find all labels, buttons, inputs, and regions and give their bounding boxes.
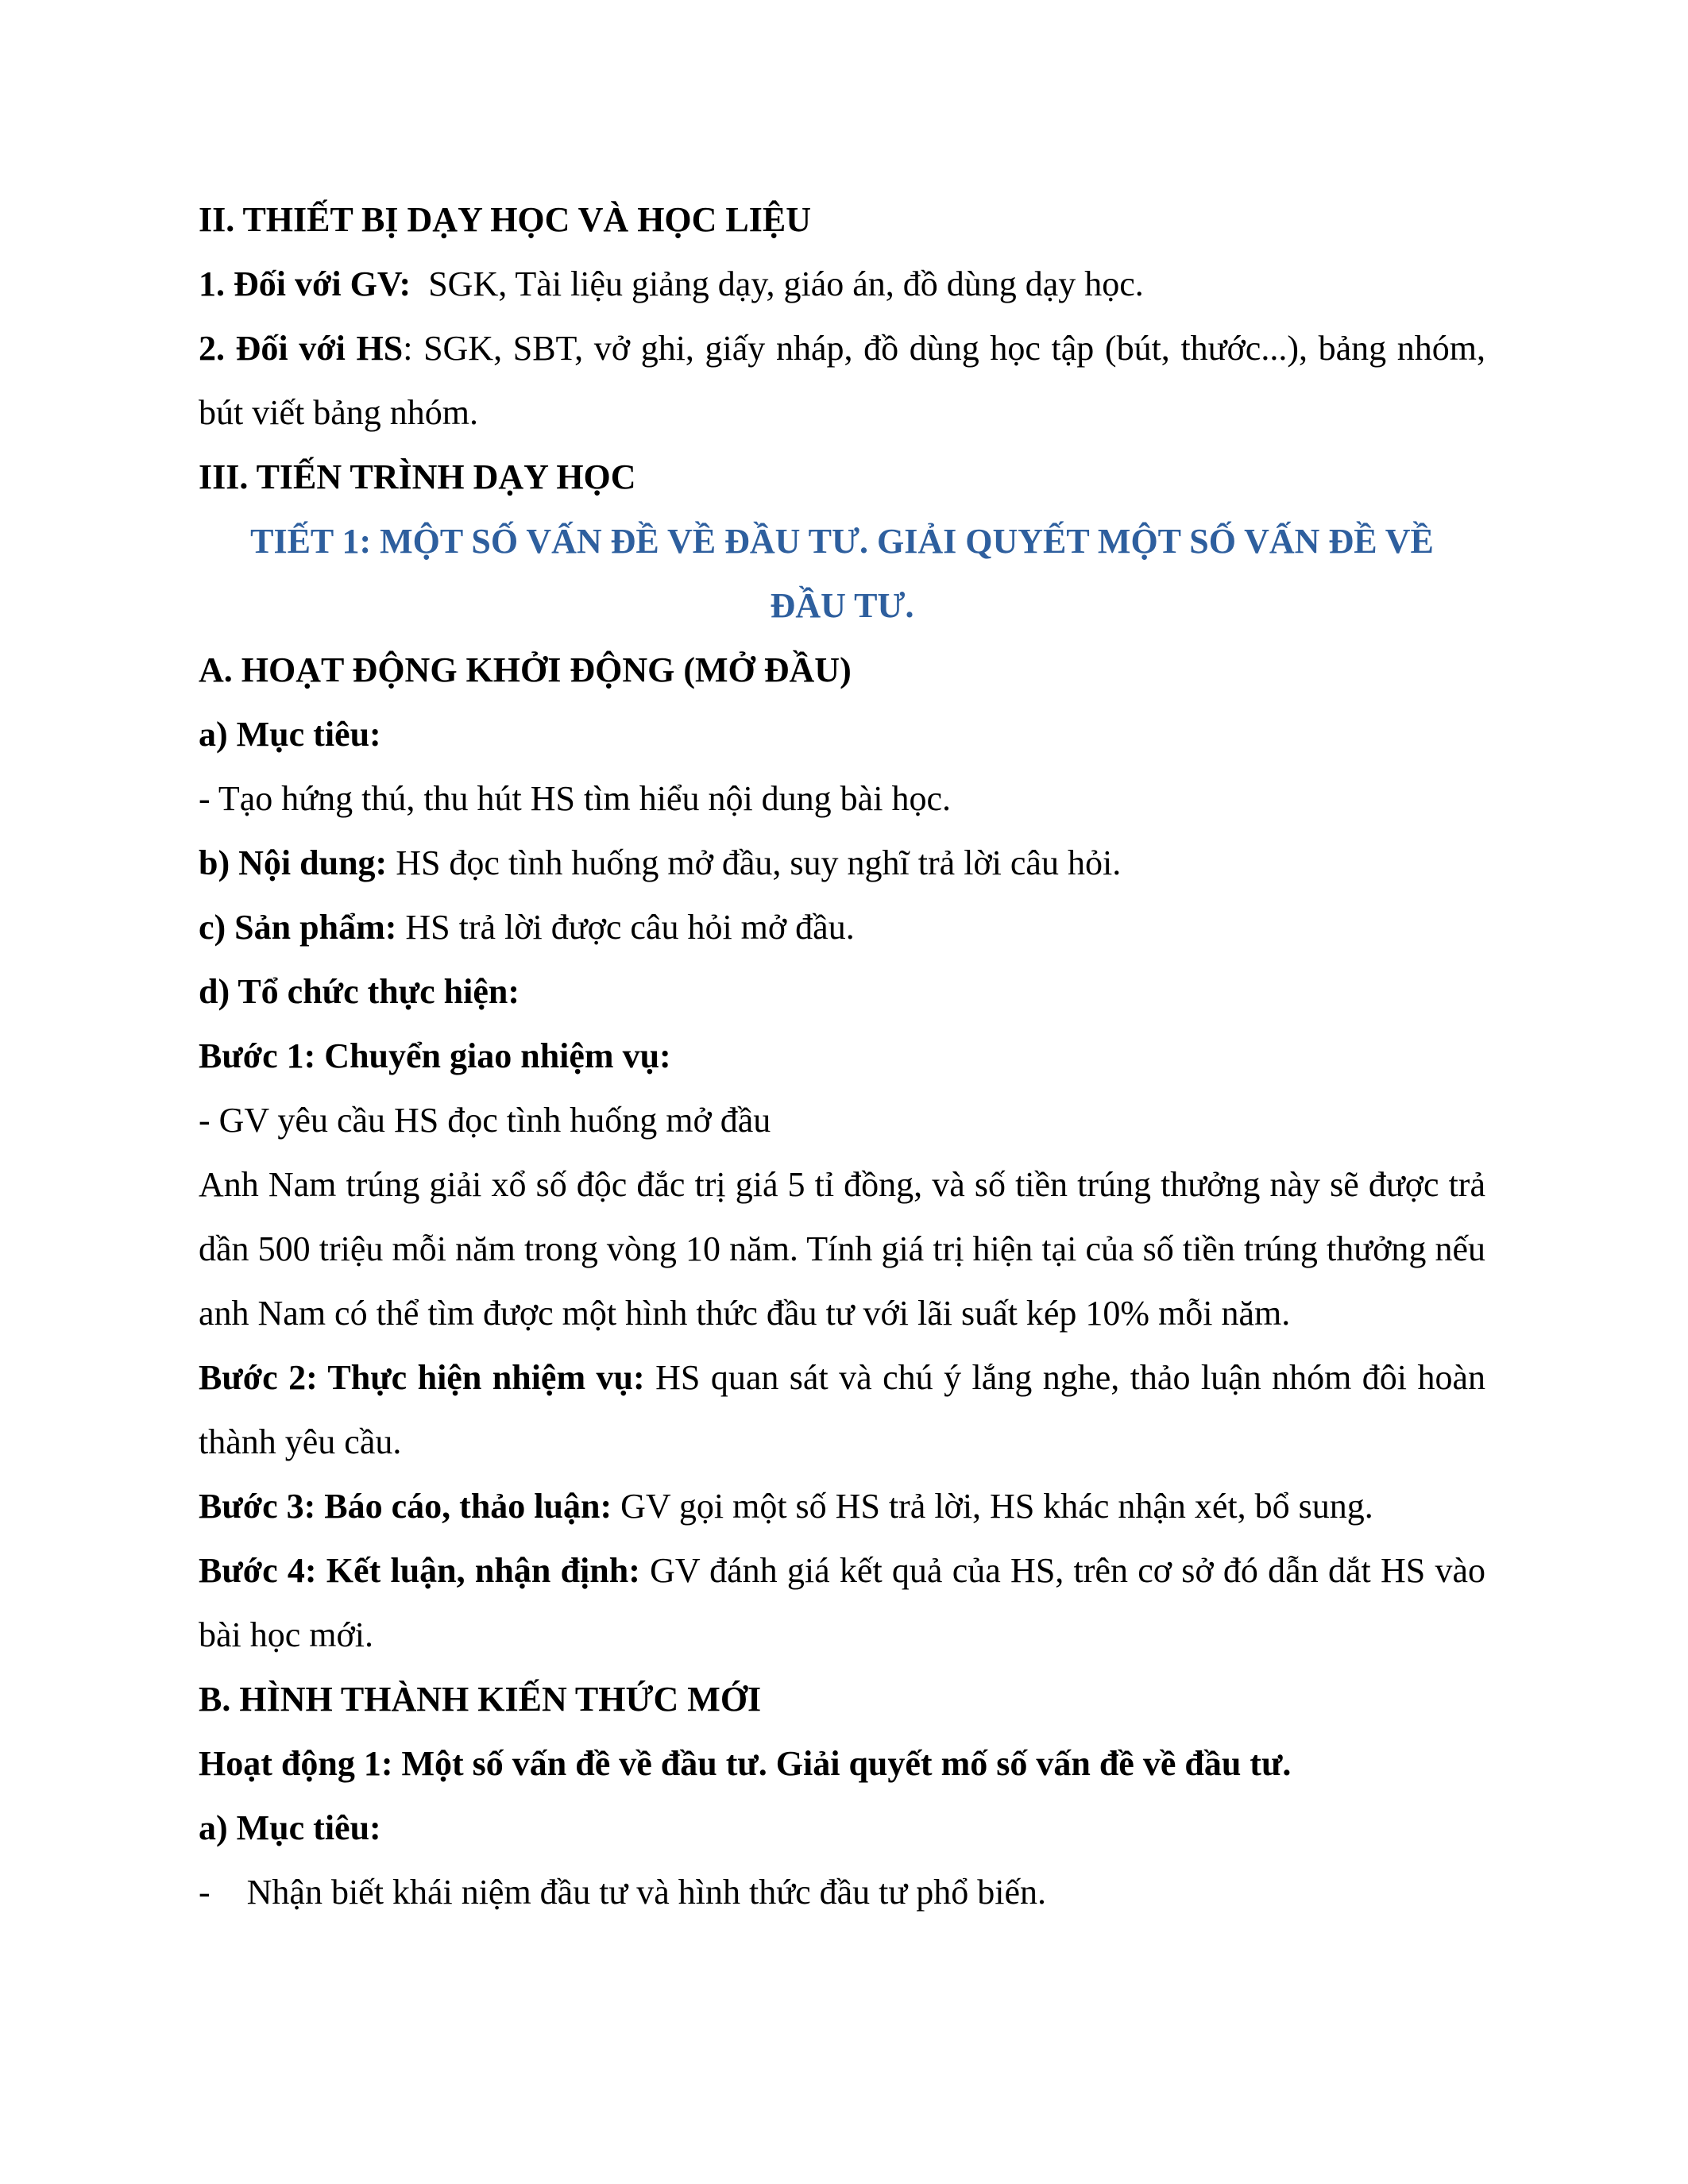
step-3-text: GV gọi một số HS trả lời, HS khác nhận xét, bổ sung. [612,1487,1373,1526]
student-materials [199,316,1485,445]
lesson-title-line-1: TIẾT 1: MỘT SỐ VẤN ĐỀ VỀ ĐẦU TƯ. GIẢI QUYẾT MỘT SỐ VẤN ĐỀ VỀ [250,522,1434,561]
situation-paragraph: Anh Nam trúng giải xổ số độc đắc trị giá 5 tỉ đồng, và số tiền trúng thưởng này sẽ được trả dần 500 triệu mỗi năm trong vòng 10 năm. Tính giá trị hiện tại của số tiền trúng thưởng nếu anh Nam có thể tìm được một hình thức đầu tư với lãi suất kép 10% mỗi năm. [199,1165,1485,1333]
step-3 [199,1474,1485,1538]
step-1-label: Bước 1: Chuyển giao nhiệm vụ: [199,1036,671,1075]
teacher-materials-text: SGK, Tài liệu giảng dạy, giáo án, đồ dùng dạy học. [411,264,1144,303]
lesson-title [199,509,1485,638]
activity-1-title: Hoạt động 1: Một số vấn đề về đầu tư. Giải quyết mố số vấn đề về đầu tư. [199,1744,1292,1783]
activity-a-product-label: c) Sản phẩm: [199,908,397,947]
lesson-title-line-2: ĐẦU TƯ. [770,586,914,625]
activity-b-objective-label: a) Mục tiêu: [199,1808,381,1847]
step-4 [199,1538,1485,1667]
step-2-text: HS quan sát và chú ý lắng nghe, thảo luận nhóm đôi hoàn thành yêu cầu. [199,1358,1485,1461]
activity-a-product-text: HS trả lời được câu hỏi mở đầu. [396,908,855,947]
step-3-label: Bước 3: Báo cáo, thảo luận: [199,1487,612,1526]
activity-b-objective-text: Nhận biết khái niệm đầu tư và hình thức đầu tư phổ biến. [246,1873,1046,1912]
step-4-label: Bước 4: Kết luận, nhận định: [199,1551,640,1590]
section-heading-process: III. TIẾN TRÌNH DẠY HỌC [199,457,636,496]
step-2 [199,1345,1485,1474]
activity-b-heading: B. HÌNH THÀNH KIẾN THỨC MỚI [199,1680,762,1719]
activity-a-product [199,895,1485,959]
activity-a-objective-label: a) Mục tiêu: [199,715,381,754]
student-materials-text: : SGK, SBT, vở ghi, giấy nháp, đồ dùng học tập (bút, thước...), bảng nhóm, bút viết bảng nhóm. [199,329,1485,432]
activity-a-content-text: HS đọc tình huống mở đầu, suy nghĩ trả lời câu hỏi. [387,843,1122,882]
step-2-label: Bước 2: Thực hiện nhiệm vụ: [199,1358,645,1397]
activity-a-heading: A. HOẠT ĐỘNG KHỞI ĐỘNG (MỞ ĐẦU) [199,650,852,689]
step-1-text: - GV yêu cầu HS đọc tình huống mở đầu [199,1101,771,1140]
document-page [199,187,1485,1924]
activity-a-organize-label: d) Tổ chức thực hiện: [199,972,520,1011]
student-materials-label: 2. Đối với HS [199,329,404,368]
activity-a-content [199,831,1485,895]
activity-b-objective-item [199,1860,1485,1924]
list-dash: - [199,1873,211,1912]
activity-a-objective-text: - Tạo hứng thú, thu hút HS tìm hiểu nội dung bài học. [199,779,951,818]
activity-a-content-label: b) Nội dung: [199,843,388,882]
teacher-materials [199,252,1485,316]
step-4-text: GV đánh giá kết quả của HS, trên cơ sở đó dẫn dắt HS vào bài học mới. [199,1551,1485,1654]
section-heading-equipment: II. THIẾT BỊ DẠY HỌC VÀ HỌC LIỆU [199,200,812,239]
teacher-materials-label: 1. Đối với GV: [199,264,411,303]
